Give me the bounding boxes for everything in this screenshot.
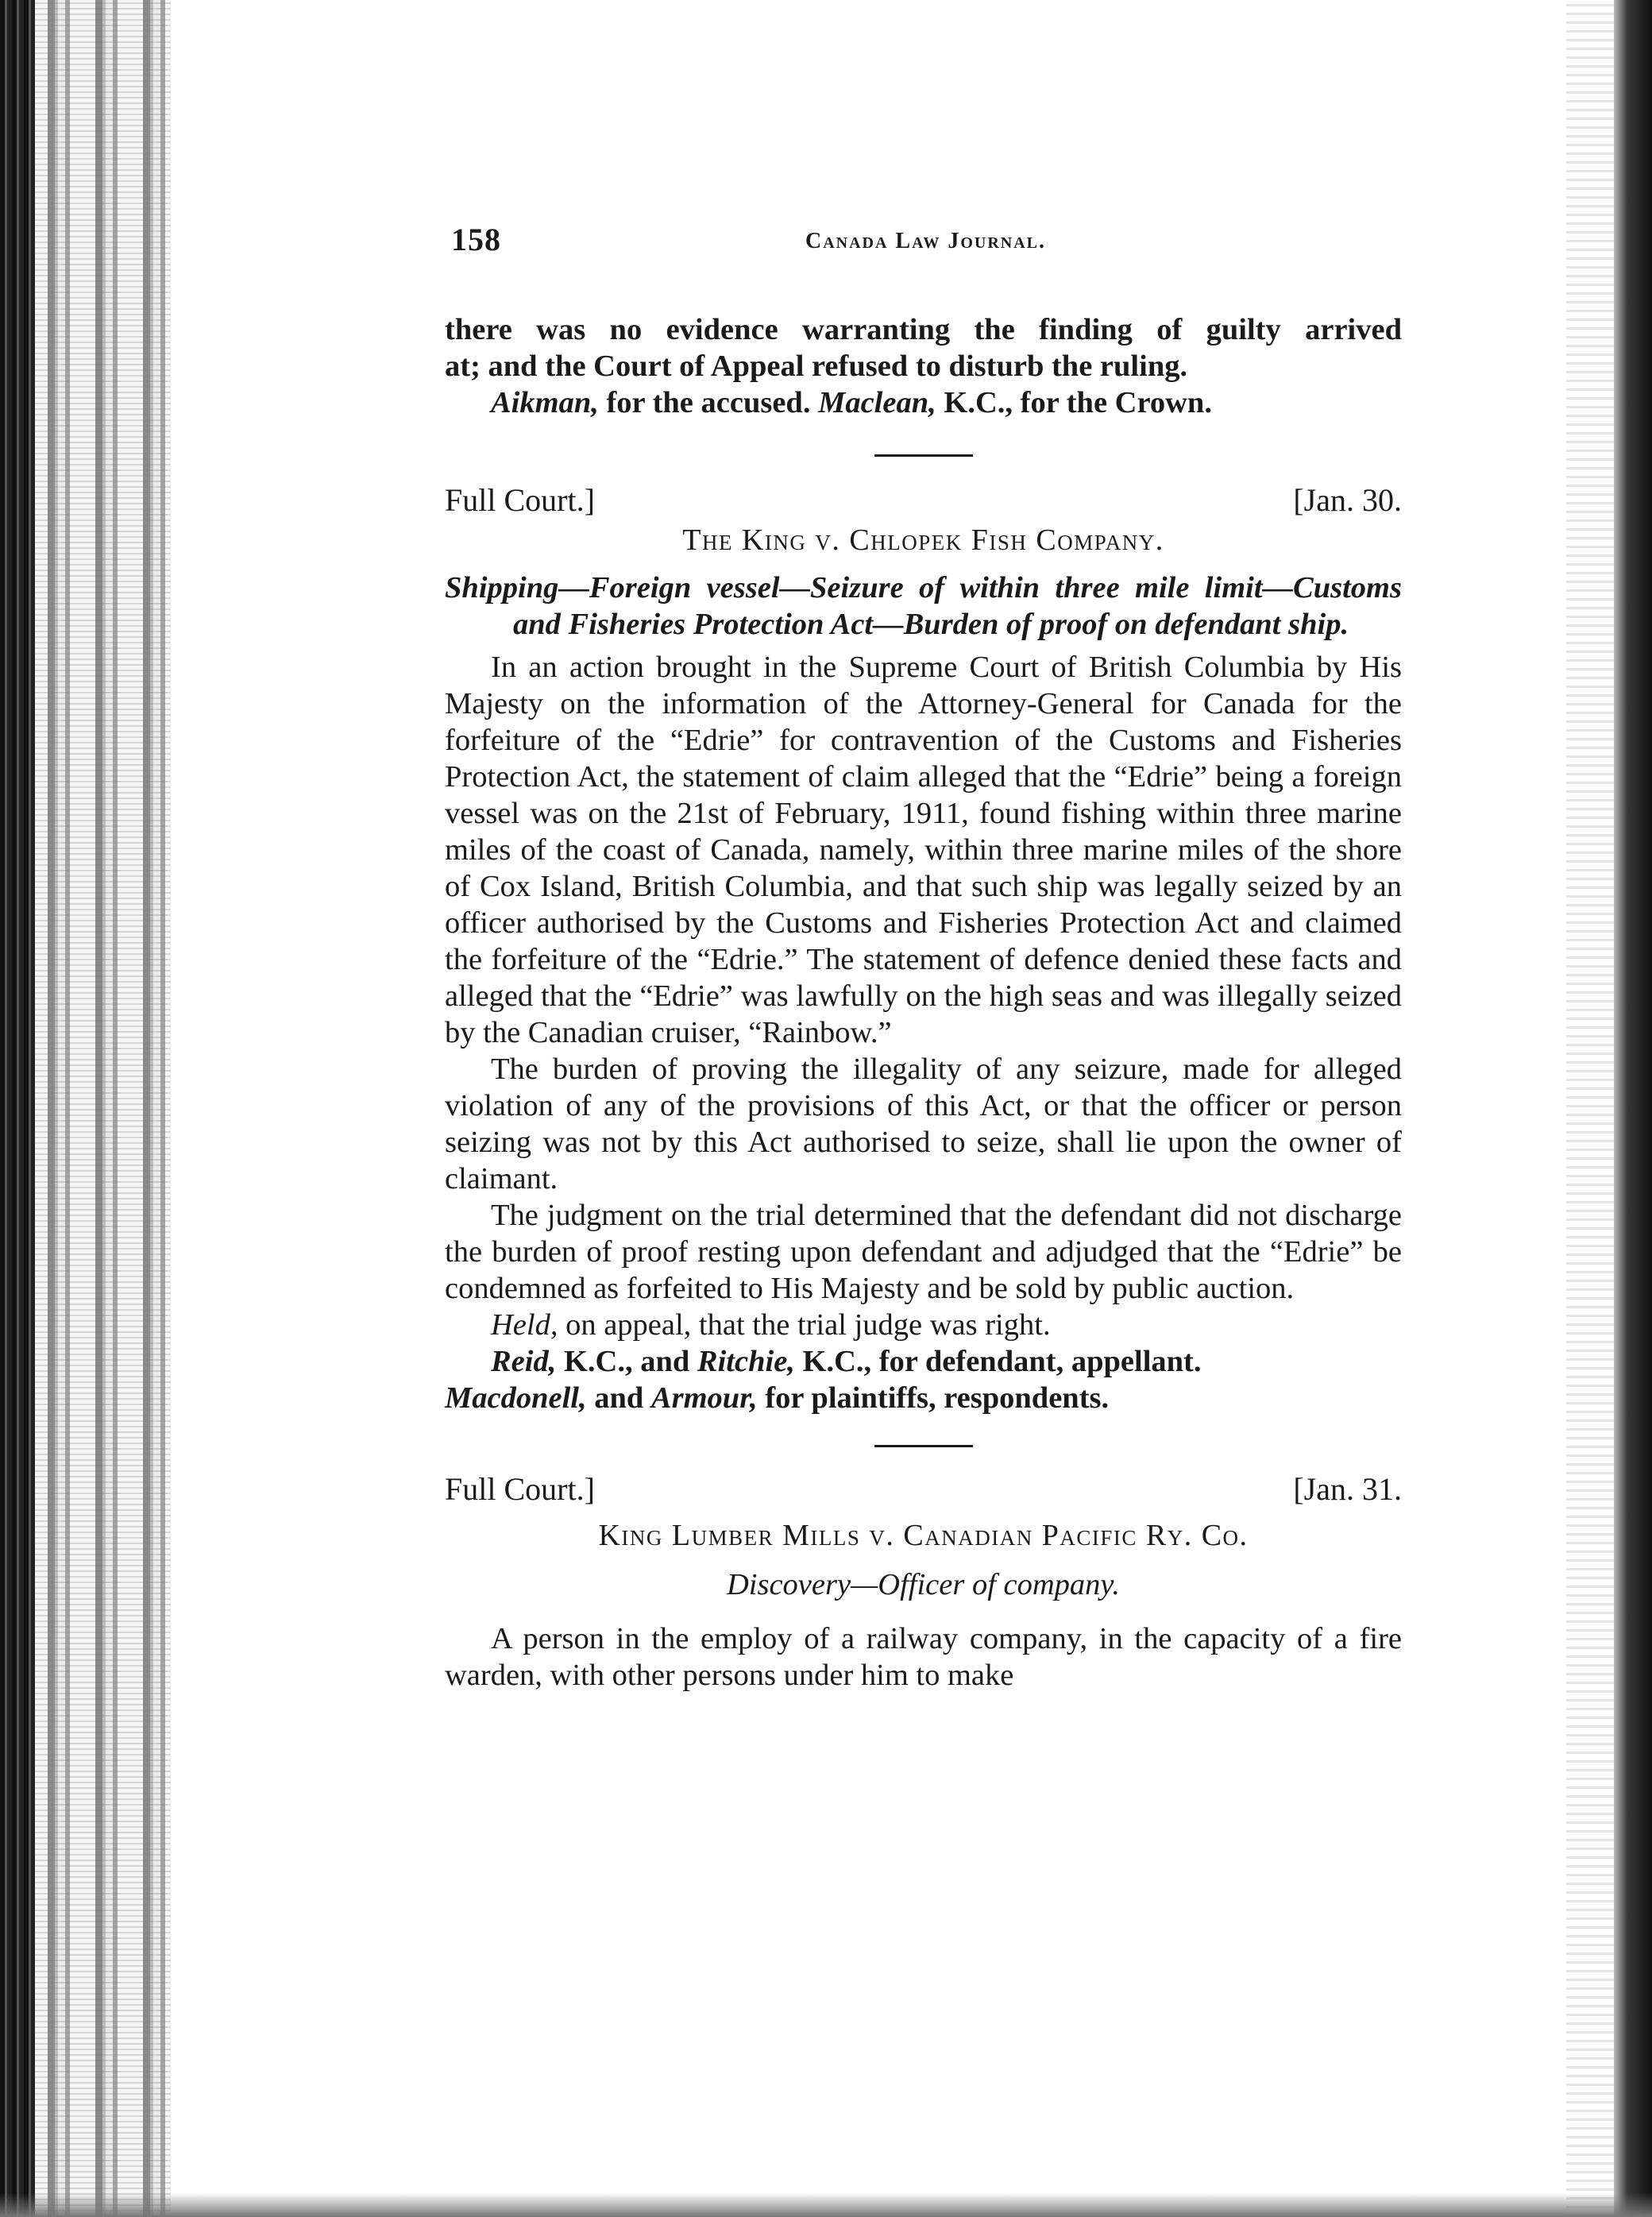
counsel-name-reid: Reid, <box>491 1345 557 1378</box>
case1-headnote: Shipping—Foreign vessel—Seizure of within three mile limit—Customs and Fisheries Protection Act—Burden of proof on defendant ship. <box>445 571 1402 641</box>
case1-counsel-line-2 <box>445 1380 1402 1416</box>
case1-court-line <box>445 482 1402 519</box>
page-header <box>451 221 1400 268</box>
held-word: Held, <box>491 1308 558 1342</box>
counsel-name-maclean: Maclean, <box>818 386 936 419</box>
counsel-text-3: and <box>586 1381 651 1415</box>
case2-subtitle: Discovery—Officer of company. <box>726 1568 1121 1601</box>
counsel-text-b: K.C., for the Crown. <box>936 386 1212 419</box>
held-text: on appeal, that the trial judge was right. <box>558 1308 1051 1342</box>
continued-line-2: at; and the Court of Appeal refused to disturb the ruling. <box>445 350 1188 383</box>
counsel-line <box>445 384 1402 421</box>
case1-court: Full Court.] <box>445 482 595 518</box>
page-number: 158 <box>451 222 501 257</box>
case1-paragraph-1: In an action brought in the Supreme Court of British Columbia by His Majesty on the information of the Attorney-General for Canada for the forfeiture of the “Edrie” for contravention of the Customs and Fisheries Protection Act, the statement of claim alleged that the “Edrie” being a foreign vessel was on the 21st of February, 1911, found fishing within three marine miles of the coast of Canada, namely, within three marine miles of the shore of Cox Island, British Columbia, and that such ship was legally seized by an officer authorised by the Customs and Fisheries Protection Act and claimed the forfeiture of the “Edrie.” The statement of defence denied these facts and alleged that the “Edrie” was lawfully on the high seas and was illegally seized by the Canadian cruiser, “Rainbow.” <box>445 651 1402 1049</box>
case2-paragraph-1: A person in the employ of a railway company, in the capacity of a fire warden, with other persons under him to make <box>445 1622 1402 1692</box>
case1-date: [Jan. 30. <box>1293 482 1402 518</box>
counsel-name-macdonell: Macdonell, <box>445 1381 587 1415</box>
counsel-name-aikman: Aikman, <box>491 386 599 419</box>
page-body <box>445 311 1402 1694</box>
case2-title: King Lumber Mills v. Canadian Pacific Ry. Co. <box>598 1519 1249 1552</box>
case1-held <box>445 1307 1402 1343</box>
case2-court: Full Court.] <box>445 1471 595 1507</box>
counsel-text-2: K.C., for defendant, appellant. <box>794 1345 1202 1378</box>
case2-date: [Jan. 31. <box>1293 1471 1402 1507</box>
case2-court-line <box>445 1471 1402 1508</box>
counsel-name-armour: Armour, <box>650 1381 758 1415</box>
case1-title: The King v. Chlopek Fish Company. <box>682 523 1164 557</box>
counsel-name-ritchie: Ritchie, <box>697 1345 795 1378</box>
case1-paragraph-2: The burden of proving the illegality of any seizure, made for alleged violation of any of the provisions of this Act, or that the officer or person seizing was not by this Act authorised to seize, shall lie upon the owner of claimant. <box>445 1052 1402 1195</box>
section-continued <box>445 311 1402 421</box>
running-head: Canada Law Journal. <box>805 229 1046 253</box>
case1-paragraph-3: The judgment on the trial determined that the defendant did not discharge the burden of proof resting upon defendant and adjudged that the “Edrie” be condemned as forfeited to His Majesty and be sold by public auction. <box>445 1199 1402 1305</box>
continued-line-1: there was no evidence warranting the finding of guilty arrived <box>445 313 1402 346</box>
counsel-text-4: for plaintiffs, respondents. <box>757 1381 1110 1415</box>
counsel-text-1: K.C., and <box>556 1345 697 1378</box>
case1-counsel-line-1 <box>445 1343 1402 1380</box>
counsel-text-a: for the accused. <box>598 386 819 419</box>
